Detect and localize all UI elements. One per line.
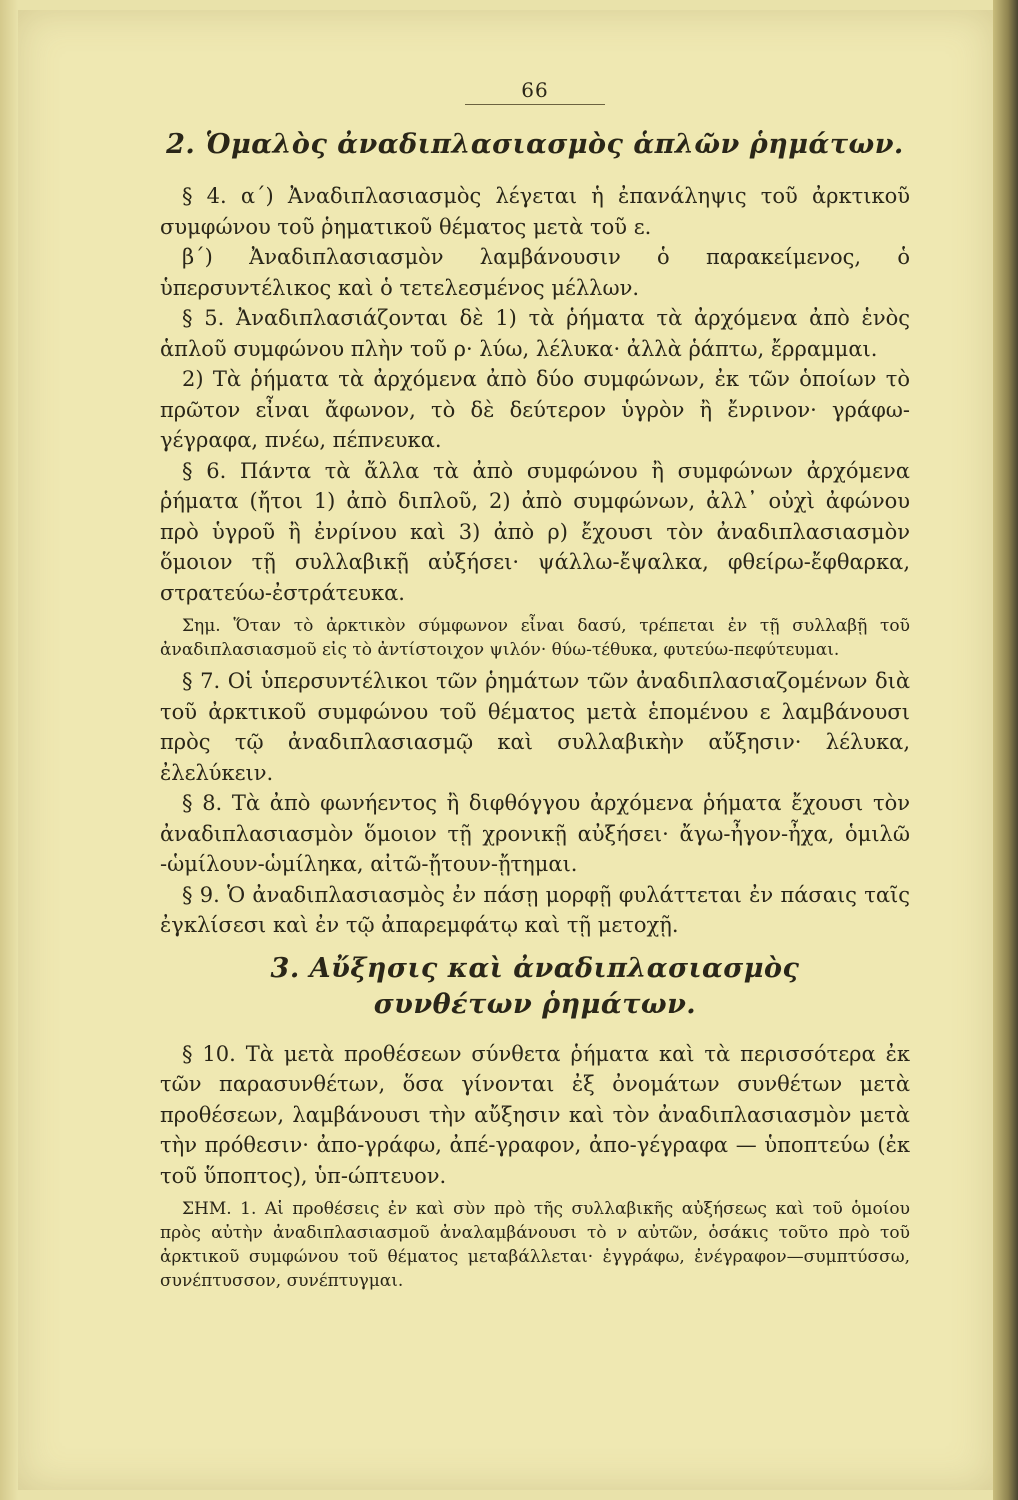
- paragraph-5-2: 2) Τὰ ῥήματα τὰ ἀρχόμενα ἀπὸ δύο συμφώνων, ἐκ τῶν ὁποίων τὸ πρῶτον εἶναι ἄφωνον, τὸ δὲ δεύτερον ὑγρὸν ἢ ἔνρινον· γράφω-γέγραφα, πνέω, πέπνευκα.: [160, 367, 910, 452]
- page-content: [160, 78, 910, 1297]
- note-1: Σημ. Ὅταν τὸ ἀρκτικὸν σύμφωνον εἶναι δασύ, τρέπεται ἐν τῇ συλλαβῇ τοῦ ἀναδιπλασιασμοῦ εἰς τὸ ἀντίστοιχον ψιλόν· θύω-τέθυκα, φυτεύω-πεφύτευμαι.: [160, 616, 910, 660]
- paragraph-4b: β΄) Ἀναδιπλασιασμὸν λαμβάνουσιν ὁ παρακείμενος, ὁ ὑπερσυντέλικος καὶ ὁ τετελεσμένος μέλλων.: [160, 245, 910, 300]
- paragraph-7: § 7. Οἱ ὑπερσυντέλικοι τῶν ῥημάτων τῶν ἀναδιπλασιαζομένων διὰ τοῦ ἀρκτικοῦ συμφώνου τοῦ θέματος μετὰ ἑπομένου ε λαμβάνουσι πρὸς τῷ ἀναδιπλασιασμῷ καὶ συλλαβικὴν αὔξησιν· λέλυκα, ἐλελύκειν.: [160, 669, 910, 785]
- note-2: ΣΗΜ. 1. Αἱ προθέσεις ἐν καὶ σὺν πρὸ τῆς συλλαβικῆς αὐξήσεως καὶ τοῦ ὁμοίου πρὸς αὐτὴν ἀναδιπλασιασμοῦ ἀναλαμβάνουσι τὸ ν αὐτῶν, ὁσάκις τοῦτο πρὸ τοῦ ἀρκτικοῦ συμφώνου τοῦ θέματος μεταβάλλεται· ἐγγράφω, ἐνέγραφον—συμπτύσσω, συνέπτυσσον, συνέπτυγμαι.: [160, 1199, 910, 1291]
- section-heading-3: [160, 951, 910, 1023]
- page-number: 66: [521, 78, 549, 102]
- page-left-edge: [0, 0, 18, 1500]
- paragraph-8: § 8. Τὰ ἀπὸ φωνήεντος ἢ διφθόγγου ἀρχόμενα ῥήματα ἔχουσι τὸν ἀναδιπλασιασμὸν ὅμοιον τῇ χρονικῇ αὐξήσει· ἄγω-ἦγον-ἦχα, ὁμιλῶ -ὡμίλουν-ὡμίληκα, αἰτῶ-ᾔτουν-ᾔτημαι.: [160, 791, 910, 876]
- section-heading-3-line2: συνθέτων ῥημάτων.: [373, 988, 697, 1020]
- section-heading-2: 2. Ὁμαλὸς ἀναδιπλασιασμὸς ἁπλῶν ῥημάτων.: [166, 129, 904, 160]
- header-rule: [465, 104, 605, 105]
- paragraph-5: § 5. Ἀναδιπλασιάζονται δὲ 1) τὰ ῥήματα τὰ ἀρχόμενα ἀπὸ ἑνὸς ἁπλοῦ συμφώνου πλὴν τοῦ ρ· λύω, λέλυκα· ἀλλὰ ῥάπτω, ἔρραμμαι.: [160, 306, 910, 361]
- paragraph-6: § 6. Πάντα τὰ ἄλλα τὰ ἀπὸ συμφώνου ἢ συμφώνων ἀρχόμενα ῥήματα (ἤτοι 1) ἀπὸ διπλοῦ, 2) ἀπὸ συμφώνων, ἀλλ᾽ οὐχὶ ἀφώνου πρὸ ὑγροῦ ἢ ἐνρίνου καὶ 3) ἀπὸ ρ) ἔχουσι τὸν ἀναδιπλασιασμὸν ὅμοιον τῇ συλλαβικῇ αὐξήσει· ψάλλω-ἔψαλκα, φθείρω-ἔφθαρκα, στρατεύω-ἐστράτευκα.: [160, 458, 910, 605]
- paragraph-10: § 10. Τὰ μετὰ προθέσεων σύνθετα ῥήματα καὶ τὰ περισσότερα ἐκ τῶν παρασυνθέτων, ὅσα γίνονται ἐξ ὀνομάτων συνθέτων μετὰ προθέσεων, λαμβάνουσι τὴν αὔξησιν καὶ τὸν ἀναδιπλασιασμὸν μετὰ τὴν πρόθεσιν· ἀπο-γράφω, ἀπέ-γραφον, ἀπο-γέγραφα — ὑποπτεύω (ἐκ τοῦ ὕποπτος), ὑπ-ώπτευον.: [160, 1041, 910, 1188]
- paragraph-9: § 9. Ὁ ἀναδιπλασιασμὸς ἐν πάσῃ μορφῇ φυλάττεται ἐν πάσαις ταῖς ἐγκλίσεσι καὶ ἐν τῷ ἀπαρεμφάτῳ καὶ τῇ μετοχῇ.: [160, 882, 910, 937]
- page-right-edge: [993, 0, 1018, 1500]
- paragraph-4a: § 4. α΄) Ἀναδιπλασιασμὸς λέγεται ἡ ἐπανάληψις τοῦ ἀρκτικοῦ συμφώνου τοῦ ῥηματικοῦ θέματος μετὰ τοῦ ε.: [160, 184, 910, 239]
- section-heading-3-line1: 3. Αὔξησις καὶ ἀναδιπλασιασμὸς: [270, 952, 800, 984]
